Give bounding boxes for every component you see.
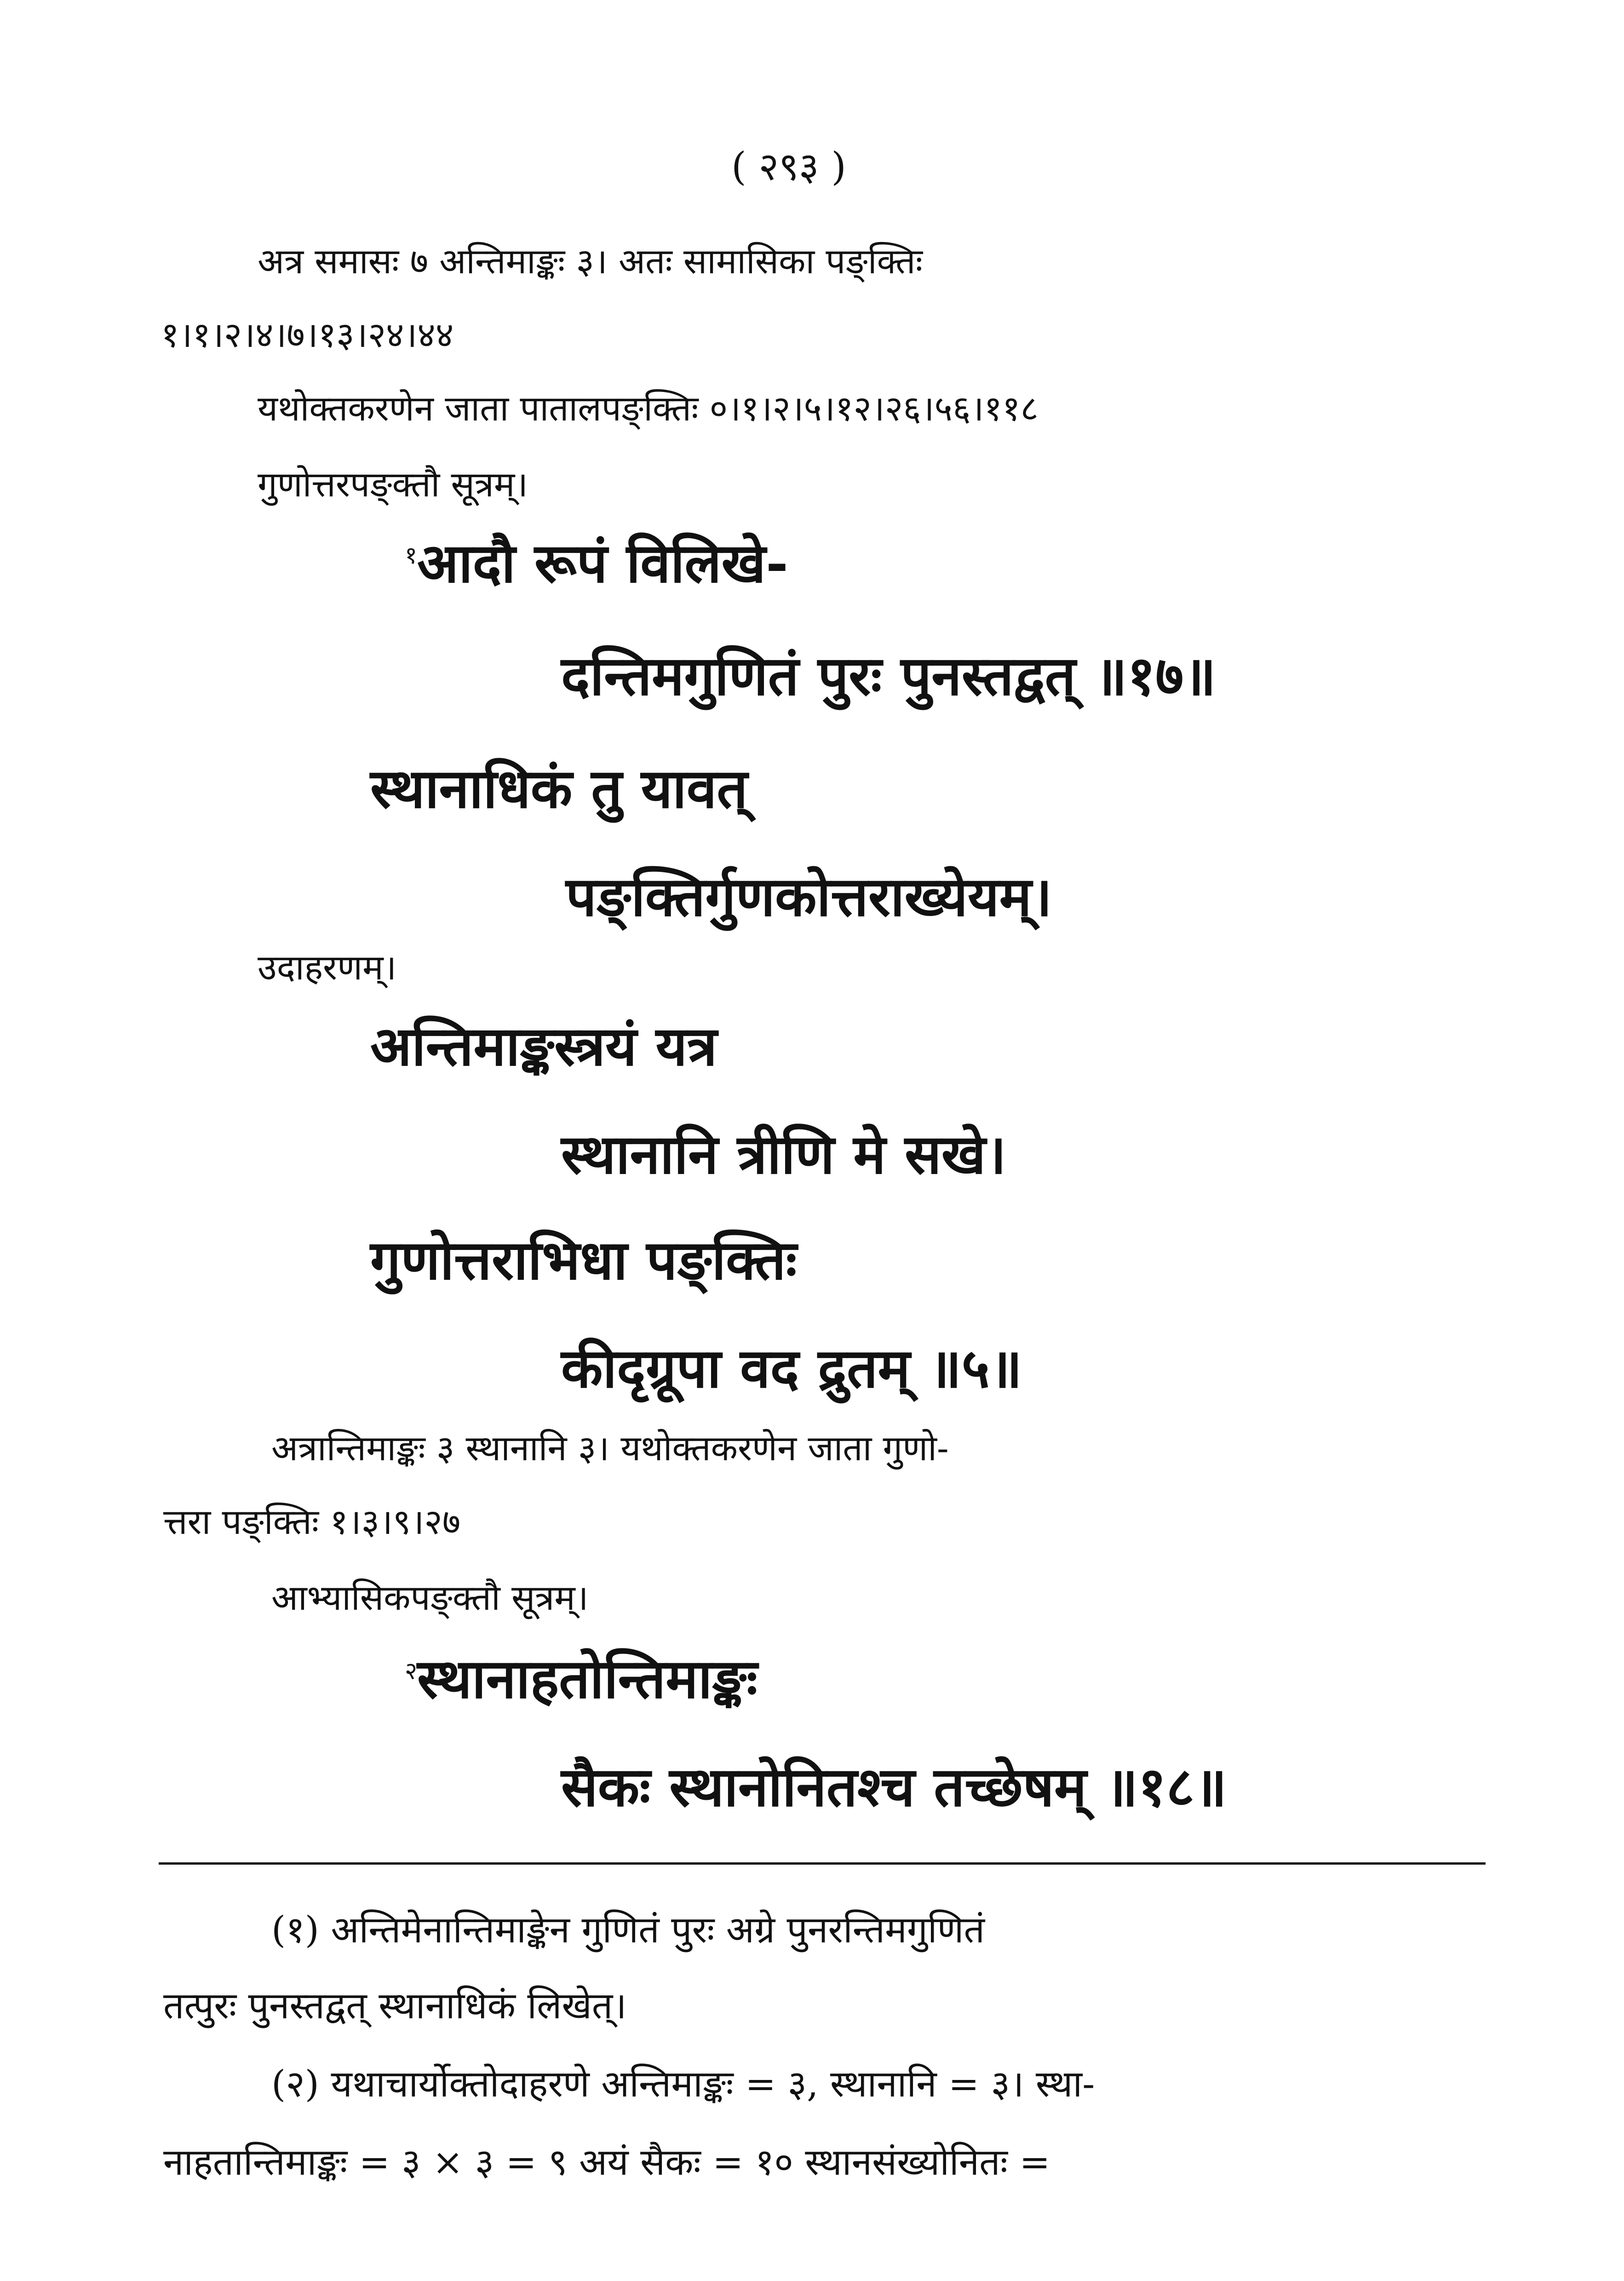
footnote-line: नाहतान्तिमाङ्कः = ३ × ३ = ९ अयं सैकः = १० स्थानसंख्योनितः =	[163, 2141, 1050, 2183]
verse-line: स्थानानि त्रीणि मे सखे।	[561, 1122, 1007, 1186]
paragraph-line: आभ्यासिकपङ्क्तौ सूत्रम्।	[271, 1577, 589, 1618]
paragraph-line: यथोक्तकरणेन जाता पातालपङ्क्तिः ०।१।२।५।१२।२६।५६।११८	[258, 388, 1039, 429]
verse-text: स्थानाहतोन्तिमाङ्कः	[417, 1647, 757, 1711]
verse-line: अन्तिमाङ्कस्त्रयं यत्र	[370, 1014, 717, 1078]
verse-line	[405, 1647, 757, 1711]
verse-line: सैकः स्थानोनितश्च तच्छेषम् ॥१८॥	[561, 1755, 1227, 1819]
section-heading: उदाहरणम्।	[258, 947, 397, 988]
footnote-line: (२) यथाचार्योक्तोदाहरणे अन्तिमाङ्कः = ३, स्थानानि = ३। स्था-	[271, 2062, 1095, 2105]
footnote-marker: १	[405, 541, 418, 570]
footnote-marker: २	[405, 1657, 418, 1685]
footnote-divider	[159, 1862, 1486, 1865]
footnote-line: तत्पुरः पुनस्तद्वत् स्थानाधिकं लिखेत्।	[163, 1984, 627, 2027]
paragraph-line: अत्र समासः ७ अन्तिमाङ्कः ३। अतः सामासिका पङ्क्तिः	[258, 241, 923, 282]
verse-line	[405, 531, 788, 595]
verse-text: आदौ रूपं विलिखे-	[417, 531, 788, 595]
footnote-line: (१) अन्तिमेनान्तिमाङ्केन गुणितं पुरः अग्रे पुनरन्तिमगुणितं	[271, 1908, 985, 1951]
page-number: ( २९३ )	[731, 144, 846, 189]
verse-line: पङ्क्तिर्गुणकोत्तराख्येयम्।	[566, 864, 1052, 928]
paragraph-line: त्तरा पङ्क्तिः १।३।९।२७	[163, 1501, 461, 1542]
verse-line: गुणोत्तराभिधा पङ्क्तिः	[370, 1228, 797, 1292]
paragraph-line: गुणोत्तरपङ्क्तौ सूत्रम्।	[258, 464, 528, 505]
paragraph-line: अत्रान्तिमाङ्कः ३ स्थानानि ३। यथोक्तकरणेन जाता गुणो-	[271, 1428, 949, 1469]
verse-line: कीदृग्रूपा वद द्रुतम् ॥५॥	[561, 1336, 1022, 1400]
paragraph-line: १।१।२।४।७।१३।२४।४४	[161, 314, 454, 355]
verse-line: दन्तिमगुणितं पुरः पुनस्तद्वत् ॥१७॥	[561, 644, 1217, 708]
verse-line: स्थानाधिकं तु यावत्	[370, 756, 748, 820]
